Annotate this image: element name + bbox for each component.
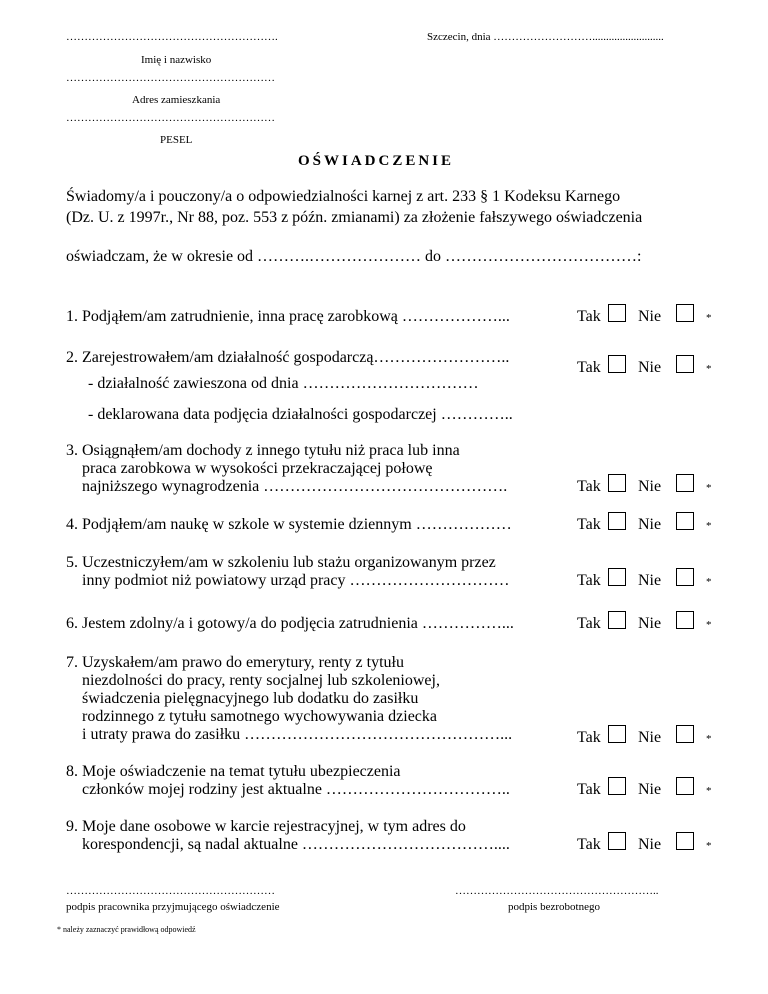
no-checkbox[interactable] [676,512,694,530]
place-date[interactable]: Szczecin, dnia ……………………….......................... [427,31,664,43]
name-dots[interactable]: …………………………………………………. [66,31,278,43]
address-label: Adres zamieszkania [132,94,221,106]
no-label: Nie [638,359,662,376]
asterisk: * [706,312,712,324]
intro-line-1: Świadomy/a i pouczony/a o odpowiedzialności karnej z art. 233 § 1 Kodeksu Karnego [66,188,621,205]
no-checkbox[interactable] [676,355,694,373]
unemployed-signature-line[interactable]: ……………………………………………….. [455,885,659,897]
no-checkbox[interactable] [676,304,694,322]
asterisk: * [706,840,712,852]
statement-4: 4. Podjąłem/am naukę w szkole w systemie dziennym ……………… [66,516,512,533]
intro-period-line[interactable]: oświadczam, że w okresie od ……….………………… do ………………………………: [66,248,642,265]
intro-line-2: (Dz. U. z 1997r., Nr 88, poz. 553 z późn. zmianami) za złożenie fałszywego oświadczenia [66,209,643,226]
employee-signature-label: podpis pracownika przyjmującego oświadczenie [66,901,280,913]
yes-label: Tak [577,836,601,853]
no-label: Nie [638,478,662,495]
statement-7-line-3: świadczenia pielęgnacyjnego lub dodatku do zasiłku [82,690,419,707]
statement-7-line-5: i utraty prawa do zasiłku …………………………………………... [82,726,513,743]
yes-label: Tak [577,516,601,533]
no-checkbox[interactable] [676,725,694,743]
asterisk: * [706,576,712,588]
pesel-label: PESEL [160,134,193,146]
statement-1: 1. Podjąłem/am zatrudnienie, inna pracę zarobkową ………………... [66,308,510,325]
no-label: Nie [638,729,662,746]
yes-checkbox[interactable] [608,474,626,492]
name-label: Imię i nazwisko [141,54,212,66]
statement-2-suspended[interactable]: - działalność zawieszona od dnia …………………………… [88,375,479,392]
yes-checkbox[interactable] [608,512,626,530]
statement-8-line-1: 8. Moje oświadczenie na temat tytułu ubezpieczenia [66,763,401,780]
yes-checkbox[interactable] [608,832,626,850]
asterisk: * [706,520,712,532]
no-checkbox[interactable] [676,611,694,629]
footnote: * należy zaznaczyć prawidłową odpowiedź [57,925,196,934]
yes-label: Tak [577,781,601,798]
yes-label: Tak [577,615,601,632]
yes-label: Tak [577,478,601,495]
yes-label: Tak [577,308,601,325]
yes-checkbox[interactable] [608,355,626,373]
asterisk: * [706,619,712,631]
yes-checkbox[interactable] [608,611,626,629]
statement-7-line-1: 7. Uzyskałem/am prawo do emerytury, renty z tytułu [66,654,404,671]
unemployed-signature-label: podpis bezrobotnego [508,901,600,913]
statement-6: 6. Jestem zdolny/a i gotowy/a do podjęcia zatrudnienia ……………... [66,615,514,632]
asterisk: * [706,785,712,797]
yes-checkbox[interactable] [608,304,626,322]
yes-checkbox[interactable] [608,777,626,795]
yes-checkbox[interactable] [608,725,626,743]
statement-2: 2. Zarejestrowałem/am działalność gospodarczą…………………….. [66,349,510,366]
no-label: Nie [638,615,662,632]
no-label: Nie [638,516,662,533]
employee-signature-line[interactable]: ………………………………………………… [66,885,275,897]
statement-8-line-2: członków mojej rodziny jest aktualne …………………………….. [82,781,510,798]
no-checkbox[interactable] [676,474,694,492]
statement-7-line-4: rodzinnego z tytułu samotnego wychowywania dziecka [82,708,437,725]
asterisk: * [706,363,712,375]
no-checkbox[interactable] [676,777,694,795]
no-checkbox[interactable] [676,832,694,850]
no-label: Nie [638,781,662,798]
statement-7-line-2: niezdolności do pracy, renty socjalnej lub szkoleniowej, [82,672,440,689]
statement-9-line-2: korespondencji, są nadal aktualne ……………………………….... [82,836,510,853]
statement-3-line-2: praca zarobkowa w wysokości przekraczającej połowę [82,460,433,477]
statement-9-line-1: 9. Moje dane osobowe w karcie rejestracyjnej, w tym adres do [66,818,466,835]
yes-checkbox[interactable] [608,568,626,586]
no-label: Nie [638,572,662,589]
asterisk: * [706,482,712,494]
no-label: Nie [638,836,662,853]
statement-2-declared-date[interactable]: - deklarowana data podjęcia działalności gospodarczej ………….. [88,406,513,423]
yes-label: Tak [577,572,601,589]
no-checkbox[interactable] [676,568,694,586]
statement-3-line-1: 3. Osiągnąłem/am dochody z innego tytułu niż praca lub inna [66,442,460,459]
address-dots[interactable]: ………………………………………………… [66,72,275,84]
statement-5-line-1: 5. Uczestniczyłem/am w szkoleniu lub stażu organizowanym przez [66,554,496,571]
yes-label: Tak [577,729,601,746]
yes-label: Tak [577,359,601,376]
asterisk: * [706,733,712,745]
document-title: OŚWIADCZENIE [298,153,455,169]
statement-5-line-2: inny podmiot niż powiatowy urząd pracy ………………………… [82,572,510,589]
pesel-dots[interactable]: ………………………………………………… [66,112,275,124]
no-label: Nie [638,308,662,325]
statement-3-line-3: najniższego wynagrodzenia ………………………………………. [82,478,508,495]
